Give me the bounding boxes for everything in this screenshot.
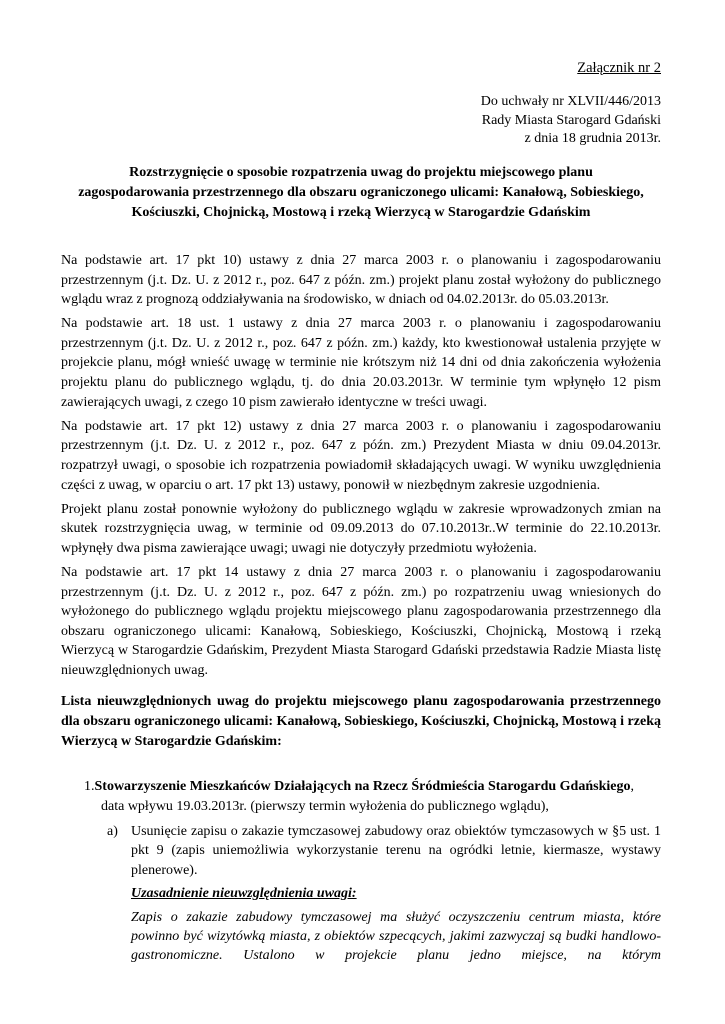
document-body	[61, 251, 661, 685]
resolution-line-2: Rady Miasta Starogard Gdański	[481, 112, 661, 128]
title-line-3: Kościuszki, Chojnicką, Mostową i rzeką Wierzycą w Starogardzie Gdańskim	[131, 205, 591, 220]
document-title	[61, 163, 661, 223]
item-details: data wpływu 19.03.2013r. (pierwszy termin wyłożenia do publicznego wglądu),	[101, 798, 549, 814]
sub-item-text: Usunięcie zapisu o zakazie tymczasowej zabudowy oraz obiektów tymczasowych w §5 ust. 1 pkt 9 (zapis uniemożliwia wykorzystanie terenu na ogródki letnie, kiermasze, wystawy plenerowe).	[131, 824, 661, 878]
paragraph-2: Na podstawie art. 18 ust. 1 ustawy z dnia 27 marca 2003 r. o planowaniu i zagospodarowaniu przestrzennym (j.t. Dz. U. z 2012 r., poz. 647 z późn. zm.) każdy, kto kwestionował ustalenia przyjęte w projekcie planu, mógł wnieść uwagę w terminie nie krótszym niż 14 dni od dnia zakończenia wyłożenia projektu planu do publicznego wglądu, tj. do dnia 20.03.2013r. W terminie tym wpłynęło 12 pism zawierających uwagi, z czego 10 pism zawierało identyczne w treści uwagi.	[61, 316, 661, 410]
attachment-label: Załącznik nr 2	[577, 60, 661, 76]
resolution-reference	[481, 93, 661, 149]
item-number: 1.	[84, 779, 95, 794]
resolution-line-3: z dnia 18 grudnia 2013r.	[524, 131, 661, 146]
sub-item-marker: a)	[107, 824, 118, 839]
paragraph-1: Na podstawie art. 17 pkt 10) ustawy z dnia 27 marca 2003 r. o planowaniu i zagospodarowaniu przestrzennym (j.t. Dz. U. z 2012 r., poz. 647 z późn. zm.) projekt planu został wyłożony do publicznego wglądu wraz z prognozą oddziaływania na środowisko, w dniach od 04.02.2013r. do 05.03.2013r.	[61, 253, 661, 308]
justification-text: Zapis o zakazie zabudowy tymczasowej ma służyć oczyszczeniu centrum miasta, które powinno być wizytówką miasta, z obiektów szpecących, jakimi zazwyczaj są budki handlowo-gastronomiczne. Ustalono w projekcie planu jedno miejsce, na którym	[131, 909, 661, 964]
title-line-1: Rozstrzygnięcie o sposobie rozpatrzenia uwag do projektu miejscowego planu	[129, 165, 593, 180]
item-comma: ,	[630, 779, 634, 794]
paragraph-4: Projekt planu został ponownie wyłożony do publicznego wglądu w zakresie wprowadzonych zmian na skutek rozstrzygnięcia uwag, w terminie od 09.09.2013 do 07.10.2013r..W terminie do 22.10.2013r. wpłynęły dwa pisma zawierające uwagi; uwagi nie dotyczyły przedmiotu wyłożenia.	[61, 501, 661, 556]
rejected-comments-list-title: Lista nieuwzględnionych uwag do projektu miejscowego planu zagospodarowania przestrzennego dla obszaru ograniczonego ulicami: Kanałową, Sobieskiego, Kościuszki, Chojnicką, Mostową i rzeką Wierzycą w Starogardzie Gdańskim:	[61, 694, 661, 749]
paragraph-3: Na podstawie art. 17 pkt 12) ustawy z dnia 27 marca 2003 r. o planowaniu i zagospodarowaniu przestrzennym (j.t. Dz. U. z 2012 r., poz. 647 z późn. zm.) Prezydent Miasta w dniu 09.04.2013r. rozpatrzył uwagi, o sposobie ich rozpatrzenia powiadomił składających uwagi. W wyniku uwzględnienia części z uwag, w oparciu o art. 17 pkt 13) ustawy, ponowił w niezbędnym zakresie uzgodnienia.	[61, 418, 661, 493]
paragraph-5: Na podstawie art. 17 pkt 14 ustawy z dnia 27 marca 2003 r. o planowaniu i zagospodarowaniu przestrzennym (j.t. Dz. U. z 2012 r., poz. 647 z późn. zm.) po rozpatrzeniu uwag wniesionych do wyłożonego do publicznego wglądu projektu miejscowego planu zagospodarowania przestrzennego dla obszaru ograniczonego ulicami: Kanałową, Sobieskiego, Kościuszki, Chojnicką, Mostową i rzeką Wierzycą w Starogardzie Gdańskim, Prezydent Miasta Starogard Gdański przedstawia Radzie Miasta listę nieuwzględnionych uwag.	[61, 564, 661, 678]
sub-item-a	[107, 822, 661, 966]
justification-header: Uzasadnienie nieuwzględnienia uwagi:	[131, 886, 357, 902]
resolution-line-1: Do uchwały nr XLVII/446/2013	[480, 94, 661, 109]
title-line-2: zagospodarowania przestrzennego dla obszaru ograniczonego ulicami: Kanałową, Sobieskiego,	[78, 185, 644, 200]
item-organization: Stowarzyszenie Mieszkańców Działających na Rzecz Śródmieścia Starogardu Gdańskiego	[94, 779, 631, 794]
list-item	[84, 777, 661, 816]
